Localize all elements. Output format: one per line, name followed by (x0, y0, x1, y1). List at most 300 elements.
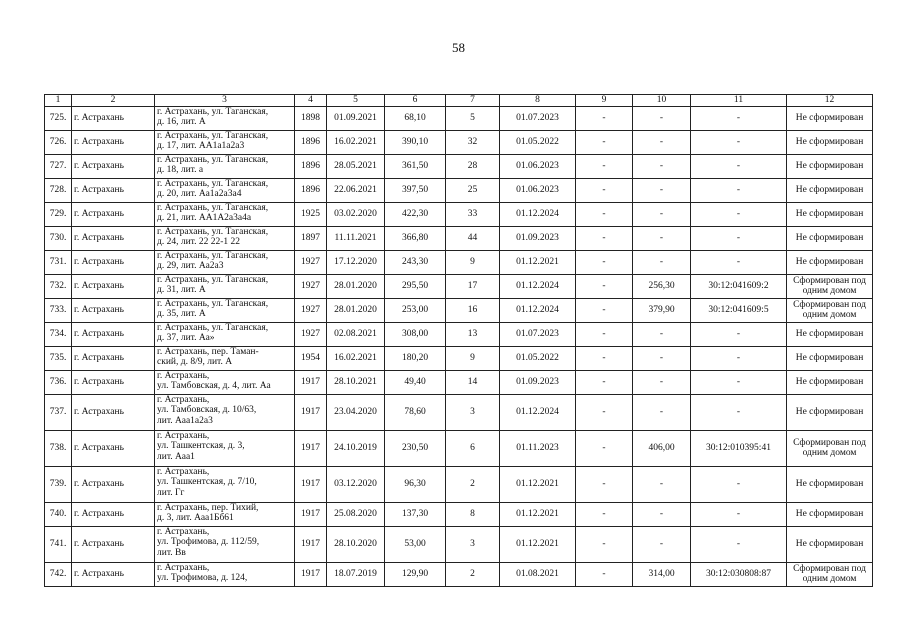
address-cell-line: д. 24, лит. 22 22-1 22 (157, 237, 241, 247)
land-status-cell-line: Не сформирован (795, 136, 864, 147)
cadastral-number-cell: 30:12:030808:87 (691, 562, 787, 586)
land-status-cell-line: Сформирован под (793, 563, 866, 574)
city-cell: г. Астрахань (72, 106, 155, 130)
table-row (45, 250, 873, 274)
date-cell: 28.01.2020 (327, 298, 385, 322)
address-cell-line: г. Астрахань, пер. Таман- (157, 346, 259, 357)
address-cell-line: г. Астрахань, ул. Таганская, (157, 106, 269, 117)
column-9-cell: - (576, 298, 633, 322)
row-number-cell: 738. (45, 430, 72, 466)
column-9-cell: - (576, 394, 633, 430)
year-cell: 1927 (295, 250, 327, 274)
address-cell-line: г. Астрахань, ул. Таганская, (157, 322, 269, 333)
deadline-cell: 01.12.2021 (500, 502, 576, 526)
year-cell: 1954 (295, 346, 327, 370)
row-number-cell: 729. (45, 202, 72, 226)
land-status-cell (787, 250, 873, 274)
column-9-cell: - (576, 130, 633, 154)
land-status-cell-line: Сформирован под (793, 437, 866, 448)
year-cell: 1896 (295, 154, 327, 178)
land-status-cell (787, 274, 873, 298)
address-cell (155, 322, 295, 346)
land-status-cell-line: Не сформирован (795, 328, 864, 339)
land-status-cell-line: Не сформирован (795, 232, 864, 243)
address-cell-line: г. Астрахань, (157, 466, 210, 477)
row-number-cell: 742. (45, 562, 72, 586)
land-status-cell (787, 178, 873, 202)
deadline-cell: 01.09.2023 (500, 370, 576, 394)
column-9-cell: - (576, 370, 633, 394)
table-row (45, 130, 873, 154)
date-cell: 22.06.2021 (327, 178, 385, 202)
address-cell-line: ул. Тамбовская, д. 4, лит. Аа (157, 381, 271, 391)
column-number-row (45, 95, 873, 107)
year-cell: 1917 (295, 562, 327, 586)
address-cell-line: г. Астрахань, (157, 370, 210, 381)
date-cell: 16.02.2021 (327, 346, 385, 370)
land-status-cell (787, 130, 873, 154)
address-cell-line: д. 21, лит. АА1А2а3а4а (157, 213, 252, 223)
table-row (45, 106, 873, 130)
column-9-cell: - (576, 346, 633, 370)
land-area-cell: - (633, 502, 691, 526)
address-cell-line: д. 37, лит. Аа» (157, 333, 215, 343)
address-cell (155, 250, 295, 274)
column-header: 4 (295, 95, 327, 107)
address-cell-line: г. Астрахань, ул. Таганская, (157, 202, 269, 213)
land-status-cell (787, 106, 873, 130)
date-cell: 28.01.2020 (327, 274, 385, 298)
row-number-cell: 727. (45, 154, 72, 178)
address-cell-line: ул. Ташкентская, д. 7/10, (157, 477, 257, 487)
table-row (45, 226, 873, 250)
city-cell: г. Астрахань (72, 370, 155, 394)
cadastral-number-cell: - (691, 130, 787, 154)
column-9-cell: - (576, 250, 633, 274)
year-cell: 1896 (295, 130, 327, 154)
land-status-cell (787, 502, 873, 526)
land-status-cell-line: Не сформирован (795, 376, 864, 387)
address-cell-line: ул. Тамбовская, д. 10/63, (157, 405, 257, 415)
land-area-cell: - (633, 106, 691, 130)
area-cell: 53,00 (385, 526, 446, 562)
land-status-cell (787, 202, 873, 226)
land-status-cell-line: Не сформирован (795, 352, 864, 363)
address-cell-line: г. Астрахань, ул. Таганская, (157, 226, 269, 237)
column-9-cell: - (576, 154, 633, 178)
land-status-cell-line: Сформирован под (793, 299, 866, 310)
land-status-cell-line: Не сформирован (795, 508, 864, 519)
table-row (45, 178, 873, 202)
date-cell: 03.02.2020 (327, 202, 385, 226)
date-cell: 18.07.2019 (327, 562, 385, 586)
land-status-cell (787, 562, 873, 586)
column-9-cell: - (576, 202, 633, 226)
date-cell: 01.09.2021 (327, 106, 385, 130)
land-status-cell-line: Не сформирован (795, 478, 864, 489)
housing-registry-table (44, 94, 873, 587)
count-cell: 13 (446, 322, 500, 346)
row-number-cell: 735. (45, 346, 72, 370)
date-cell: 28.05.2021 (327, 154, 385, 178)
year-cell: 1917 (295, 430, 327, 466)
year-cell: 1917 (295, 526, 327, 562)
city-cell: г. Астрахань (72, 430, 155, 466)
address-cell-line: д. 35, лит. А (157, 309, 206, 319)
land-status-cell-line: Не сформирован (795, 538, 864, 549)
land-area-cell: - (633, 322, 691, 346)
city-cell: г. Астрахань (72, 526, 155, 562)
address-cell-line: г. Астрахань, ул. Таганская, (157, 130, 269, 141)
land-status-cell-line: одним домом (802, 286, 857, 296)
row-number-cell: 730. (45, 226, 72, 250)
column-header: 8 (500, 95, 576, 107)
table-row (45, 202, 873, 226)
table-row (45, 394, 873, 430)
count-cell: 8 (446, 502, 500, 526)
count-cell: 32 (446, 130, 500, 154)
address-cell-line: г. Астрахань, ул. Таганская, (157, 250, 269, 261)
column-header: 3 (155, 95, 295, 107)
count-cell: 28 (446, 154, 500, 178)
date-cell: 17.12.2020 (327, 250, 385, 274)
land-area-cell: 314,00 (633, 562, 691, 586)
address-cell (155, 106, 295, 130)
deadline-cell: 01.12.2024 (500, 298, 576, 322)
table-row (45, 154, 873, 178)
city-cell: г. Астрахань (72, 202, 155, 226)
row-number-cell: 728. (45, 178, 72, 202)
address-cell-line: г. Астрахань, (157, 430, 210, 441)
column-header: 6 (385, 95, 446, 107)
column-9-cell: - (576, 430, 633, 466)
table-row (45, 502, 873, 526)
cadastral-number-cell: - (691, 526, 787, 562)
column-header: 11 (691, 95, 787, 107)
land-area-cell: - (633, 250, 691, 274)
address-cell-line: лит. Вв (157, 547, 186, 558)
cadastral-number-cell: - (691, 154, 787, 178)
address-cell-line: лит. Ааа1 (157, 451, 195, 462)
city-cell: г. Астрахань (72, 178, 155, 202)
year-cell: 1927 (295, 298, 327, 322)
column-header: 12 (787, 95, 873, 107)
address-cell-line: г. Астрахань, (157, 562, 210, 573)
deadline-cell: 01.05.2022 (500, 346, 576, 370)
column-9-cell: - (576, 106, 633, 130)
address-cell (155, 370, 295, 394)
count-cell: 6 (446, 430, 500, 466)
city-cell: г. Астрахань (72, 130, 155, 154)
year-cell: 1898 (295, 106, 327, 130)
address-cell-line: д. 31, лит. А (157, 285, 206, 295)
address-cell (155, 298, 295, 322)
year-cell: 1925 (295, 202, 327, 226)
city-cell: г. Астрахань (72, 502, 155, 526)
city-cell: г. Астрахань (72, 394, 155, 430)
count-cell: 25 (446, 178, 500, 202)
count-cell: 9 (446, 250, 500, 274)
cadastral-number-cell: - (691, 322, 787, 346)
land-area-cell: 406,00 (633, 430, 691, 466)
land-status-cell (787, 226, 873, 250)
year-cell: 1896 (295, 178, 327, 202)
row-number-cell: 740. (45, 502, 72, 526)
city-cell: г. Астрахань (72, 298, 155, 322)
address-cell-line: г. Астрахань, ул. Таганская, (157, 178, 269, 189)
deadline-cell: 01.08.2021 (500, 562, 576, 586)
deadline-cell: 01.12.2024 (500, 274, 576, 298)
column-9-cell: - (576, 466, 633, 502)
address-cell (155, 154, 295, 178)
year-cell: 1917 (295, 370, 327, 394)
row-number-cell: 736. (45, 370, 72, 394)
column-header: 10 (633, 95, 691, 107)
date-cell: 16.02.2021 (327, 130, 385, 154)
land-area-cell: - (633, 226, 691, 250)
city-cell: г. Астрахань (72, 226, 155, 250)
land-status-cell (787, 430, 873, 466)
area-cell: 361,50 (385, 154, 446, 178)
address-cell (155, 466, 295, 502)
column-9-cell: - (576, 526, 633, 562)
count-cell: 14 (446, 370, 500, 394)
city-cell: г. Астрахань (72, 322, 155, 346)
address-cell-line: г. Астрахань, ул. Таганская, (157, 298, 269, 309)
table-row (45, 346, 873, 370)
date-cell: 11.11.2021 (327, 226, 385, 250)
land-status-cell-line: Сформирован под (793, 275, 866, 286)
address-cell-line: лит. Гг (157, 487, 185, 498)
address-cell-line: ул. Трофимова, д. 124, (157, 573, 248, 583)
land-area-cell: 256,30 (633, 274, 691, 298)
land-status-cell (787, 322, 873, 346)
cadastral-number-cell: - (691, 178, 787, 202)
column-9-cell: - (576, 562, 633, 586)
area-cell: 68,10 (385, 106, 446, 130)
column-header: 7 (446, 95, 500, 107)
table-row (45, 526, 873, 562)
deadline-cell: 01.11.2023 (500, 430, 576, 466)
land-area-cell: - (633, 526, 691, 562)
address-cell-line: ул. Ташкентская, д. 3, (157, 441, 245, 451)
address-cell (155, 394, 295, 430)
land-area-cell: - (633, 130, 691, 154)
deadline-cell: 01.06.2023 (500, 154, 576, 178)
area-cell: 96,30 (385, 466, 446, 502)
column-header: 1 (45, 95, 72, 107)
address-cell-line: г. Астрахань, (157, 526, 210, 537)
area-cell: 295,50 (385, 274, 446, 298)
year-cell: 1927 (295, 274, 327, 298)
column-9-cell: - (576, 274, 633, 298)
land-area-cell: - (633, 202, 691, 226)
address-cell (155, 274, 295, 298)
city-cell: г. Астрахань (72, 250, 155, 274)
land-status-cell-line: Не сформирован (795, 406, 864, 417)
year-cell: 1917 (295, 502, 327, 526)
year-cell: 1917 (295, 466, 327, 502)
deadline-cell: 01.07.2023 (500, 106, 576, 130)
date-cell: 28.10.2020 (327, 526, 385, 562)
land-area-cell: - (633, 370, 691, 394)
cadastral-number-cell: - (691, 394, 787, 430)
city-cell: г. Астрахань (72, 466, 155, 502)
cadastral-number-cell: - (691, 502, 787, 526)
year-cell: 1897 (295, 226, 327, 250)
area-cell: 129,90 (385, 562, 446, 586)
address-cell (155, 562, 295, 586)
date-cell: 02.08.2021 (327, 322, 385, 346)
table-row (45, 430, 873, 466)
column-header: 5 (327, 95, 385, 107)
address-cell-line: д. 3, лит. Ааа1Бб61 (157, 513, 234, 523)
cadastral-number-cell: - (691, 226, 787, 250)
cadastral-number-cell: - (691, 370, 787, 394)
count-cell: 5 (446, 106, 500, 130)
row-number-cell: 741. (45, 526, 72, 562)
land-status-cell-line: Не сформирован (795, 112, 864, 123)
land-status-cell-line: одним домом (802, 310, 857, 320)
area-cell: 253,00 (385, 298, 446, 322)
deadline-cell: 01.12.2021 (500, 466, 576, 502)
year-cell: 1917 (295, 394, 327, 430)
cadastral-number-cell: - (691, 346, 787, 370)
land-area-cell: - (633, 466, 691, 502)
area-cell: 137,30 (385, 502, 446, 526)
cadastral-number-cell: - (691, 250, 787, 274)
count-cell: 16 (446, 298, 500, 322)
address-cell-line: д. 16, лит. А (157, 117, 206, 127)
cadastral-number-cell: 30:12:041609:5 (691, 298, 787, 322)
table-row (45, 298, 873, 322)
address-cell-line: д. 20, лит. Аа1а2а3а4 (157, 189, 242, 199)
land-status-cell-line: Не сформирован (795, 208, 864, 219)
land-status-cell (787, 154, 873, 178)
land-status-cell-line: Не сформирован (795, 160, 864, 171)
city-cell: г. Астрахань (72, 274, 155, 298)
city-cell: г. Астрахань (72, 562, 155, 586)
address-cell-line: г. Астрахань, (157, 394, 210, 405)
address-cell-line: ул. Трофимова, д. 112/59, (157, 537, 260, 547)
land-status-cell-line: одним домом (802, 448, 857, 458)
area-cell: 180,20 (385, 346, 446, 370)
land-area-cell: 379,90 (633, 298, 691, 322)
column-header: 9 (576, 95, 633, 107)
land-area-cell: - (633, 178, 691, 202)
land-status-cell (787, 370, 873, 394)
area-cell: 397,50 (385, 178, 446, 202)
cadastral-number-cell: - (691, 202, 787, 226)
address-cell (155, 430, 295, 466)
land-area-cell: - (633, 346, 691, 370)
address-cell-line: д. 29, лит. Аа2а3 (157, 261, 224, 271)
row-number-cell: 725. (45, 106, 72, 130)
address-cell (155, 202, 295, 226)
table-row (45, 370, 873, 394)
area-cell: 422,30 (385, 202, 446, 226)
area-cell: 308,00 (385, 322, 446, 346)
deadline-cell: 01.07.2023 (500, 322, 576, 346)
count-cell: 3 (446, 526, 500, 562)
area-cell: 78,60 (385, 394, 446, 430)
count-cell: 33 (446, 202, 500, 226)
count-cell: 3 (446, 394, 500, 430)
address-cell (155, 226, 295, 250)
row-number-cell: 732. (45, 274, 72, 298)
column-9-cell: - (576, 178, 633, 202)
table-row (45, 274, 873, 298)
column-header: 2 (72, 95, 155, 107)
cadastral-number-cell: - (691, 466, 787, 502)
address-cell-line: г. Астрахань, пер. Тихий, (157, 502, 259, 513)
land-status-cell (787, 394, 873, 430)
area-cell: 49,40 (385, 370, 446, 394)
deadline-cell: 01.12.2024 (500, 202, 576, 226)
cadastral-number-cell: - (691, 106, 787, 130)
row-number-cell: 737. (45, 394, 72, 430)
address-cell-line: г. Астрахань, ул. Таганская, (157, 154, 269, 165)
deadline-cell: 01.12.2021 (500, 250, 576, 274)
land-status-cell-line: одним домом (802, 574, 857, 584)
city-cell: г. Астрахань (72, 346, 155, 370)
row-number-cell: 733. (45, 298, 72, 322)
row-number-cell: 731. (45, 250, 72, 274)
address-cell-line: г. Астрахань, ул. Таганская, (157, 274, 269, 285)
column-9-cell: - (576, 502, 633, 526)
land-status-cell (787, 346, 873, 370)
count-cell: 2 (446, 562, 500, 586)
address-cell (155, 526, 295, 562)
table-row (45, 562, 873, 586)
area-cell: 366,80 (385, 226, 446, 250)
land-status-cell-line: Не сформирован (795, 184, 864, 195)
row-number-cell: 726. (45, 130, 72, 154)
address-cell-line: д. 18, лит. а (157, 165, 204, 175)
land-area-cell: - (633, 154, 691, 178)
count-cell: 9 (446, 346, 500, 370)
land-area-cell: - (633, 394, 691, 430)
date-cell: 23.04.2020 (327, 394, 385, 430)
table-row (45, 322, 873, 346)
date-cell: 28.10.2021 (327, 370, 385, 394)
count-cell: 2 (446, 466, 500, 502)
date-cell: 24.10.2019 (327, 430, 385, 466)
area-cell: 230,50 (385, 430, 446, 466)
page-number: 58 (452, 40, 465, 55)
address-cell (155, 346, 295, 370)
row-number-cell: 734. (45, 322, 72, 346)
city-cell: г. Астрахань (72, 154, 155, 178)
address-cell (155, 130, 295, 154)
date-cell: 25.08.2020 (327, 502, 385, 526)
area-cell: 390,10 (385, 130, 446, 154)
address-cell-line: д. 17, лит. АА1а1а2а3 (157, 141, 245, 151)
column-9-cell: - (576, 226, 633, 250)
deadline-cell: 01.09.2023 (500, 226, 576, 250)
address-cell (155, 178, 295, 202)
count-cell: 17 (446, 274, 500, 298)
deadline-cell: 01.05.2022 (500, 130, 576, 154)
date-cell: 03.12.2020 (327, 466, 385, 502)
count-cell: 44 (446, 226, 500, 250)
land-status-cell (787, 298, 873, 322)
land-status-cell (787, 526, 873, 562)
cadastral-number-cell: 30:12:041609:2 (691, 274, 787, 298)
year-cell: 1927 (295, 322, 327, 346)
land-status-cell (787, 466, 873, 502)
area-cell: 243,30 (385, 250, 446, 274)
